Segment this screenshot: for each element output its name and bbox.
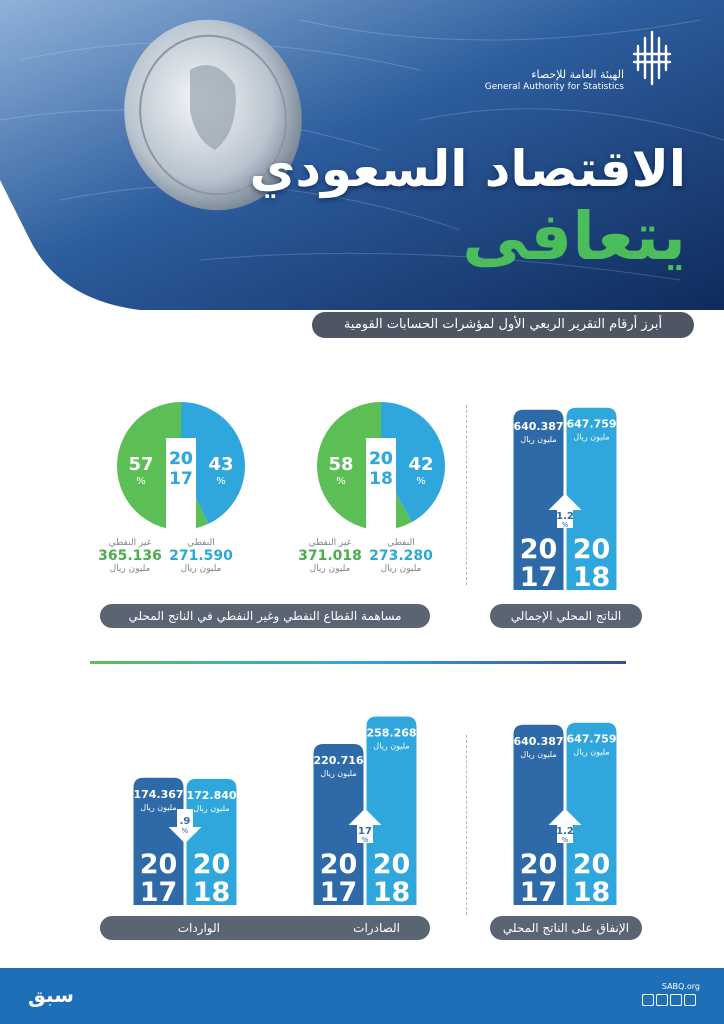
pie2017-year-top: 20 [169,449,193,469]
gastat-logo [632,28,672,90]
gdp-unit-2018: مليون ريال [573,432,610,442]
imports-value-2018: 172.840 [186,788,237,802]
imports-bar-chart [100,700,270,915]
exports-value-2017: 220.716 [313,753,364,767]
exports-bar-chart [280,700,450,915]
pie2017-pct-oil-sign: % [216,476,226,487]
gdp-unit-2017: مليون ريال [520,434,557,444]
pie2017-nonoil-value: 365.136 [98,548,162,564]
imports-value-2017: 174.367 [133,787,184,801]
pie2017-oil-block [166,538,236,574]
sabq-logo: سبق [28,983,74,1007]
exports-year-top-2017: 20 [319,849,358,880]
pie2018-nonoil-value: 371.018 [298,548,362,564]
section-divider [466,405,467,585]
exports-unit-2018: مليون ريال [373,741,410,751]
pie2018-nonoil-label: غير النفطي [308,538,352,548]
social-icons [642,994,700,1006]
youtube-icon[interactable] [656,994,668,1006]
expenditure-value-2018: 647.759 [566,732,617,746]
exports-year-bottom-2018: 18 [372,877,411,908]
gdp-change-pct: % [561,521,569,529]
gdp-change-value: 1.2 [556,511,574,522]
imports-chart-title: الواردات [177,921,220,935]
pie2018-pct-nonoil: 58 [328,454,354,475]
exports-value-2018: 258.268 [366,726,417,740]
pie-chart-2018 [298,400,464,535]
pie2018-pct-oil: 42 [408,454,434,475]
pie-chart-2017 [98,400,264,535]
pie2017-oil-value: 271.590 [169,548,233,564]
expenditure-unit-2018: مليون ريال [573,747,610,757]
instagram-icon[interactable] [670,994,682,1006]
imports-change-value: .9 [179,816,191,827]
section-separator [90,661,626,664]
gdp-chart-title: الناتج المحلي الإجمالي [490,604,642,628]
pie2017-year-bottom: 17 [169,469,193,489]
imports-year-bottom-2017: 17 [139,877,178,908]
gdp-year-top-2017: 20 [519,534,558,565]
imports-unit-2018: مليون ريال [193,803,230,813]
org-name-ar: الهيئة العامة للإحصاء [531,68,624,81]
imports-change-pct: % [181,827,189,835]
pie2018-oil-unit: مليون ريال [380,564,422,574]
pie2017-nonoil-unit: مليون ريال [109,564,151,574]
expenditure-value-2017: 640.387 [513,734,564,748]
twitter-icon[interactable] [642,994,654,1006]
imports-unit-2017: مليون ريال [140,802,177,812]
exports-year-bottom-2017: 17 [319,877,358,908]
exports-year-top-2018: 20 [372,849,411,880]
pie2018-pct-oil-sign: % [416,476,426,487]
imports-year-top-2018: 20 [192,849,231,880]
expenditure-change-value: 1.2 [556,826,574,837]
expenditure-bar-chart [480,700,650,915]
pie2018-pct-nonoil-sign: % [336,476,346,487]
expenditure-chart-title: الإنفاق على الناتج المحلي [490,916,642,940]
imports-year-top-2017: 20 [139,849,178,880]
expenditure-unit-2017: مليون ريال [520,749,557,759]
hero-banner [0,0,724,345]
subtitle-banner: أبرز أرقام التقرير الربعي الأول لمؤشرات الحسابات القومية [312,312,694,338]
org-name-en: General Authority for Statistics [484,82,624,92]
pie2018-year-top: 20 [369,449,393,469]
pie2017-pct-nonoil: 57 [128,454,154,475]
expenditure-year-top-2017: 20 [519,849,558,880]
pie2018-oil-label: النفطي [387,538,415,548]
expenditure-year-bottom-2018: 18 [572,877,611,908]
gdp-year-bottom-2018: 18 [572,562,611,593]
page-title: الاقتصاد السعودي [249,140,686,198]
exports-unit-2017: مليون ريال [320,768,357,778]
footer-site[interactable]: SABQ.org [661,982,700,991]
snapchat-icon[interactable] [684,994,696,1006]
pie2018-oil-block [366,538,436,574]
expenditure-year-bottom-2017: 17 [519,877,558,908]
expenditure-change-pct: % [561,836,569,844]
gdp-year-bottom-2017: 17 [519,562,558,593]
gdp-year-top-2018: 20 [572,534,611,565]
pie2017-nonoil-block [95,538,165,574]
pie2017-nonoil-label: غير النفطي [108,538,152,548]
pie2017-pct-oil: 43 [208,454,234,475]
pies-chart-title: مساهمة القطاع النفطي وغير النفطي في الناتج المحلي [100,604,430,628]
expenditure-year-top-2018: 20 [572,849,611,880]
pie2018-nonoil-unit: مليون ريال [309,564,351,574]
pie2018-nonoil-block [295,538,365,574]
footer-bar [0,968,724,1024]
exports-change-value: 17 [358,826,372,837]
section-divider-2 [466,735,467,915]
exports-chart-title: الصادرات [353,921,400,935]
gdp-value-2017: 640.387 [513,419,564,433]
gdp-value-2018: 647.759 [566,417,617,431]
pie2018-year-bottom: 18 [369,469,393,489]
pie2017-oil-unit: مليون ريال [180,564,222,574]
exports-change-pct: % [361,836,369,844]
pie2017-pct-nonoil-sign: % [136,476,146,487]
imports-year-bottom-2018: 18 [192,877,231,908]
gdp-bar-chart [480,385,650,600]
page-title-highlight: يتعافى [462,198,686,275]
pie2018-oil-value: 273.280 [369,548,433,564]
pie2017-oil-label: النفطي [187,538,215,548]
